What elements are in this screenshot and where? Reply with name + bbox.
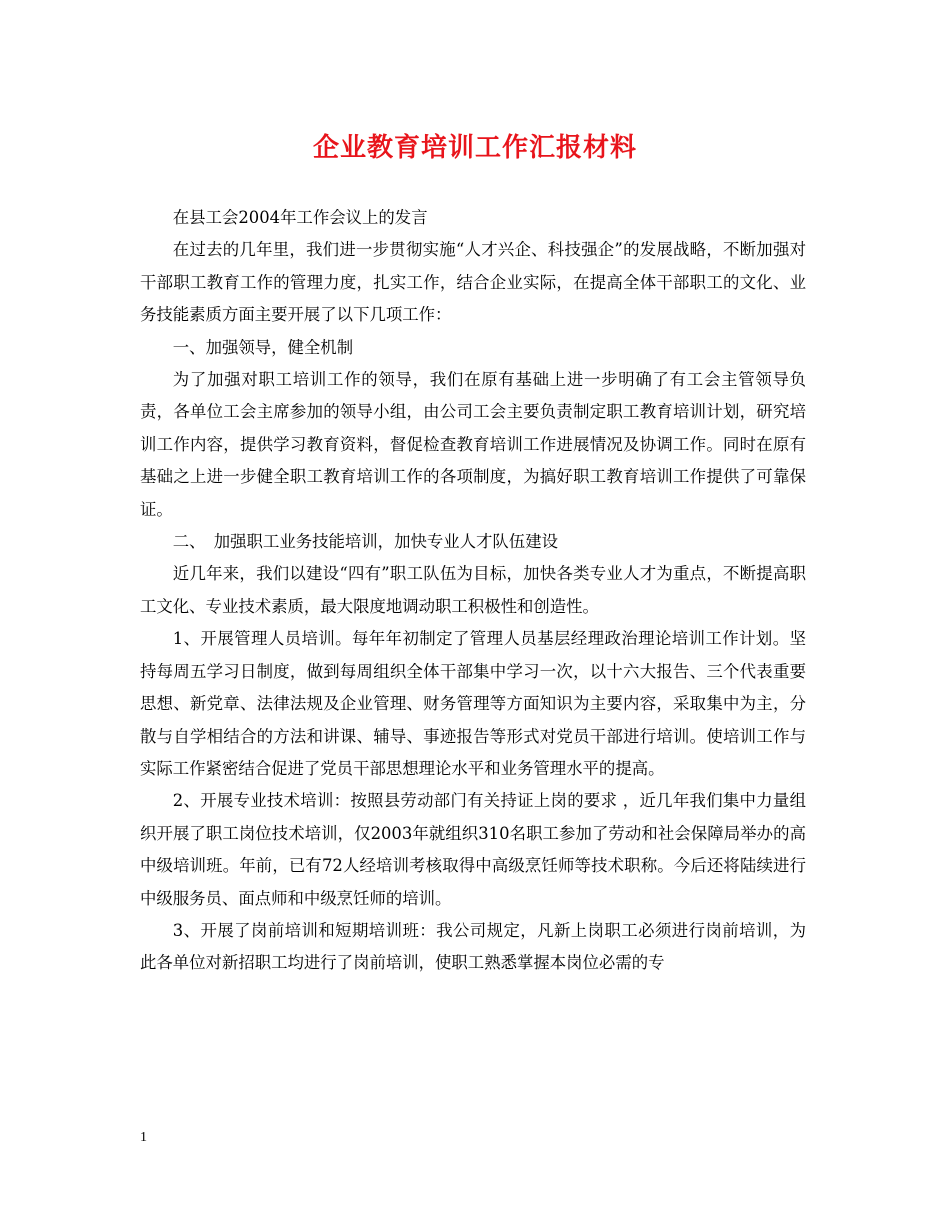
paragraph-section-1: 为了加强对职工培训工作的领导，我们在原有基础上进一步明确了有工会主管领导负责，各单位工会主席参加的领导小组，由公司工会主要负责制定职工教育培训计划，研究培训工作内容，提供学习教育资料，督促检查教育培训工作进展情况及协调工作。同时在原有基础之上进一步健全职工教育培训工作的各项制度，为搞好职工教育培训工作提供了可靠保证。: [140, 370, 806, 519]
paragraph-item-3: 3、开展了岗前培训和短期培训班：我公司规定，凡新上岗职工必须进行岗前培训，为此各单位对新招职工均进行了岗前培训，使职工熟悉掌握本岗位必需的专: [140, 920, 806, 973]
document-title: 企业教育培训工作汇报材料: [312, 133, 637, 163]
paragraph-section-2-intro: 近几年来，我们以建设“四有”职工队伍为目标，加快各类专业人才为重点，不断提高职工文化、专业技术素质，最大限度地调动职工积极性和创造性。: [140, 564, 806, 616]
section-heading-1: 一、加强领导，健全机制: [172, 337, 354, 357]
paragraph-subtitle: 在县工会2004年工作会议上的发言: [172, 208, 428, 227]
paragraph-item-1: 1、开展管理人员培训。每年年初制定了管理人员基层经理政治理论培训工作计划。坚持每周五学习日制度，做到每周组织全体干部集中学习一次，以十六大报告、三个代表重要思想、新党章、法律法规及企业管理、财务管理等方面知识为主要内容，采取集中为主，分散与自学相结合的方法和讲课、辅导、事迹报告等形式对党员干部进行培训。使培训工作与实际工作紧密结合促进了党员干部思想理论水平和业务管理水平的提高。: [140, 629, 806, 778]
page-number: 1: [140, 1130, 147, 1145]
paragraph-intro: 在过去的几年里，我们进一步贯彻实施“人才兴企、科技强企”的发展战略，不断加强对干部职工教育工作的管理力度，扎实工作，结合企业实际，在提高全体干部职工的文化、业务技能素质方面主要开展了以下几项工作：: [140, 240, 806, 325]
document-body: [140, 202, 806, 980]
section-heading-2: 二、 加强职工业务技能培训，加快专业人才队伍建设: [172, 532, 558, 552]
paragraph-item-2: 2、开展专业技术培训：按照县劳动部门有关持证上岗的要求 ，近几年我们集中力量组织开展了职工岗位技术培训，仅2003年就组织310名职工参加了劳动和社会保障局举办的高中级培训班。年前，已有72人经培训考核取得中高级烹饪师等技术职称。今后还将陆续进行中级服务员、面点师和中级烹饪师的培训。: [140, 791, 806, 908]
